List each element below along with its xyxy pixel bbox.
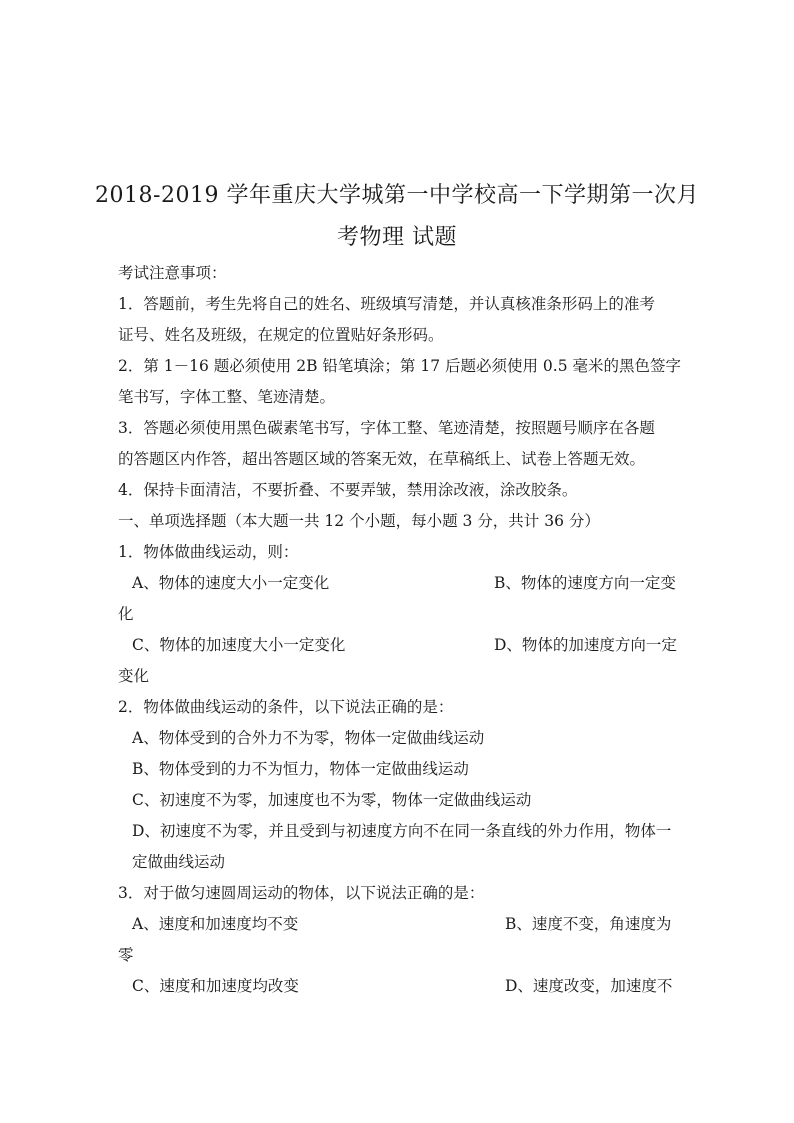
exam-title-line1: 2018-2019 学年重庆大学城第一中学校高一下学期第一次月 — [95, 183, 699, 208]
question-1-option-d: D、物体的加速度方向一定 — [494, 636, 677, 654]
section-heading: 一、单项选择题（本大题一共 12 个小题，每小题 3 分，共计 36 分） — [118, 512, 600, 530]
notice-item-3-cont: 的答题区内作答，超出答题区域的答案无效，在草稿纸上、试卷上答题无效。 — [118, 450, 646, 468]
question-1-row-cd — [118, 635, 684, 655]
question-2-option-b: B、物体受到的力不为恒力，物体一定做曲线运动 — [132, 760, 469, 778]
notice-item-1: 1．答题前，考生先将自己的姓名、班级填写清楚，并认真核准条形码上的准考 — [118, 295, 655, 313]
question-2-option-a: A、物体受到的合外力不为零，物体一定做曲线运动 — [132, 729, 485, 747]
question-3-option-b-wrap: 零 — [118, 946, 134, 964]
question-3-option-b: B、速度不变，角速度为 — [505, 915, 672, 933]
question-2-option-d-wrap: 定做曲线运动 — [132, 853, 226, 871]
question-1-row-ab — [118, 573, 684, 593]
notice-item-4: 4．保持卡面清洁，不要折叠、不要弄皱，禁用涂改液，涂改胶条。 — [118, 481, 578, 499]
question-1-option-d-wrap: 变化 — [118, 667, 150, 685]
notice-item-2: 2．第 1－16 题必须使用 2B 铅笔填涂；第 17 后题必须使用 0.5 毫米的黑色签字 — [118, 357, 681, 375]
question-2-option-c: C、初速度不为零，加速度也不为零，物体一定做曲线运动 — [132, 791, 532, 809]
question-1-option-a: A、物体的速度大小一定变化 — [132, 574, 330, 592]
notice-item-1-cont: 证号、姓名及班级，在规定的位置贴好条形码。 — [118, 326, 444, 344]
notice-item-3: 3．答题必须使用黑色碳素笔书写，字体工整、笔迹清楚，按照题号顺序在各题 — [118, 419, 655, 437]
question-3-option-a: A、速度和加速度均不变 — [132, 915, 299, 933]
question-3-option-c: C、速度和加速度均改变 — [132, 977, 299, 995]
question-2-stem: 2．物体做曲线运动的条件，以下说法正确的是： — [118, 698, 454, 716]
exam-title-line2: 考物理 试题 — [337, 225, 457, 250]
question-2-option-d: D、初速度不为零，并且受到与初速度方向不在同一条直线的外力作用，物体一 — [132, 822, 672, 840]
question-3-row-ab — [118, 914, 684, 934]
question-1-option-c: C、物体的加速度大小一定变化 — [132, 636, 346, 654]
question-3-row-cd — [118, 976, 684, 996]
notice-item-2-cont: 笔书写，字体工整、笔迹清楚。 — [118, 388, 336, 406]
notice-heading: 考试注意事项： — [118, 264, 227, 282]
question-1-stem: 1．物体做曲线运动，则： — [118, 543, 299, 561]
question-1-option-b: B、物体的速度方向一定变 — [494, 574, 676, 592]
question-1-option-b-wrap: 化 — [118, 605, 134, 623]
question-3-option-d: D、速度改变，加速度不 — [505, 977, 673, 995]
question-3-stem: 3．对于做匀速圆周运动的物体，以下说法正确的是： — [118, 884, 485, 902]
